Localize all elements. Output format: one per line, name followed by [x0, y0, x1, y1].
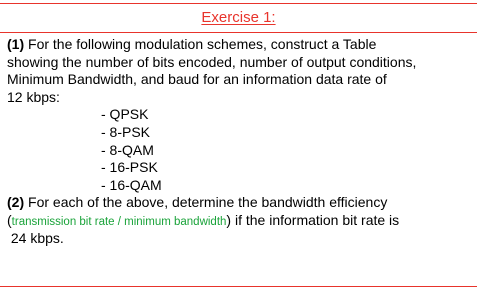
- part1-line-3: Minimum Bandwidth, and baud for an information data rate of: [7, 71, 387, 88]
- part2-line-2: [7, 212, 477, 230]
- title-row: [0, 3, 477, 32]
- part2-text-1: For each of the above, determine the bandwidth efficiency: [28, 194, 388, 211]
- part2-number: (2): [7, 194, 25, 211]
- scheme-qpsk: - QPSK: [101, 106, 149, 123]
- part2-line-1: [7, 194, 477, 212]
- part2-text-2: ) if the information bit rate is: [226, 211, 400, 228]
- part2-text-3: 24 kbps.: [10, 229, 64, 246]
- bottom-rule: [0, 286, 477, 287]
- scheme-16qam: - 16-QAM: [101, 176, 162, 193]
- part1-line-1: [7, 36, 477, 54]
- part2-line-3: [7, 230, 477, 248]
- part1-number: (1): [7, 36, 25, 52]
- scheme-8qam: - 8-QAM: [101, 141, 154, 158]
- title-divider: [0, 32, 477, 33]
- exercise-body: [7, 36, 477, 247]
- part1-line-2: showing the number of bits encoded, number of output conditions,: [7, 53, 417, 70]
- scheme-16psk: - 16-PSK: [101, 159, 158, 176]
- part1-line-4: 12 kbps:: [7, 88, 60, 105]
- scheme-8psk: - 8-PSK: [101, 123, 151, 140]
- part2-paren-open: (: [7, 211, 12, 228]
- part1-text-1: For the following modulation schemes, construct a Table: [28, 36, 377, 52]
- bandwidth-efficiency-definition: transmission bit rate / minimum bandwidth: [11, 215, 227, 228]
- exercise-title: Exercise 1:: [201, 9, 276, 26]
